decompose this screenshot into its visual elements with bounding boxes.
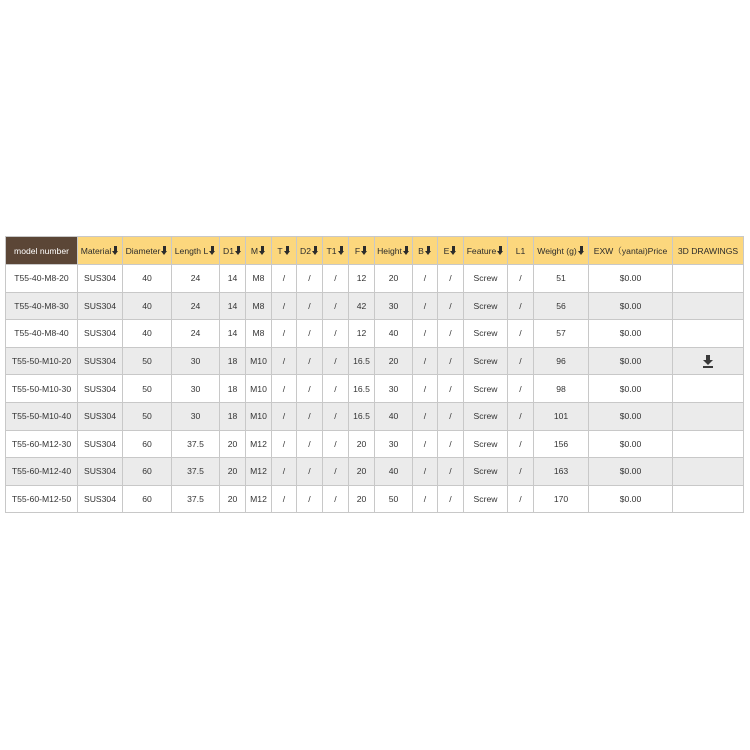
table-body — [6, 265, 744, 513]
table-cell: 24 — [172, 265, 220, 293]
table-cell: 14 — [220, 292, 246, 320]
model-number-cell: T55-40-M8-30 — [6, 292, 78, 320]
table-cell: / — [297, 430, 323, 458]
column-header-weight-g[interactable] — [534, 237, 589, 265]
table-cell: / — [438, 265, 464, 293]
table-cell: / — [272, 458, 297, 486]
table-cell: / — [413, 347, 438, 375]
column-header-model-number — [6, 237, 78, 265]
column-header-m[interactable] — [246, 237, 272, 265]
table-cell: 18 — [220, 347, 246, 375]
table-cell: / — [297, 292, 323, 320]
table-cell: / — [323, 430, 349, 458]
table-cell: 12 — [349, 265, 375, 293]
table-cell: 60 — [123, 430, 172, 458]
table-cell: 24 — [172, 292, 220, 320]
table-cell: / — [413, 292, 438, 320]
column-header-label: Weight (g) — [537, 245, 577, 256]
table-cell: 163 — [534, 458, 589, 486]
table-cell: / — [508, 402, 534, 430]
table-cell: SUS304 — [78, 430, 123, 458]
column-header-label: Feature — [466, 245, 497, 256]
table-cell: 24 — [172, 320, 220, 348]
column-header-label: Material — [80, 245, 112, 256]
table-cell: 37.5 — [172, 485, 220, 513]
table-cell: SUS304 — [78, 347, 123, 375]
table-cell: M8 — [246, 292, 272, 320]
table-cell: / — [508, 375, 534, 403]
table-cell: 20 — [220, 430, 246, 458]
table-header-row — [6, 237, 744, 265]
table-cell: Screw — [464, 375, 508, 403]
table-cell: / — [323, 375, 349, 403]
table-cell: / — [508, 265, 534, 293]
model-number-cell: T55-60-M12-50 — [6, 485, 78, 513]
table-cell: $0.00 — [589, 458, 673, 486]
table-cell: 37.5 — [172, 458, 220, 486]
table-cell: / — [323, 265, 349, 293]
table-cell: SUS304 — [78, 375, 123, 403]
column-header-d1[interactable] — [220, 237, 246, 265]
table-cell: 20 — [349, 485, 375, 513]
table-cell: / — [297, 375, 323, 403]
column-header-feature[interactable] — [464, 237, 508, 265]
column-header-label: F — [354, 245, 361, 256]
table-cell: 40 — [375, 402, 413, 430]
table-cell: / — [438, 292, 464, 320]
table-cell: $0.00 — [589, 402, 673, 430]
table-cell: / — [272, 402, 297, 430]
table-cell: / — [438, 485, 464, 513]
drawing-cell — [673, 485, 744, 513]
sort-down-arrow-icon[interactable] — [450, 246, 457, 255]
table-cell: 12 — [349, 320, 375, 348]
column-header-label: D2 — [300, 245, 311, 256]
table-cell: 50 — [123, 375, 172, 403]
drawing-cell — [673, 430, 744, 458]
table-cell: / — [297, 320, 323, 348]
table-cell: SUS304 — [78, 485, 123, 513]
table-cell: SUS304 — [78, 458, 123, 486]
table-cell: / — [272, 485, 297, 513]
table-cell: $0.00 — [589, 347, 673, 375]
table-cell: 40 — [123, 320, 172, 348]
sort-down-arrow-icon[interactable] — [425, 246, 432, 255]
sort-down-arrow-icon[interactable] — [578, 246, 585, 255]
sort-down-arrow-icon[interactable] — [403, 246, 410, 255]
table-cell: / — [323, 485, 349, 513]
table-cell: / — [508, 292, 534, 320]
table-cell: 40 — [123, 265, 172, 293]
column-header-f[interactable] — [349, 237, 375, 265]
table-cell: 60 — [123, 458, 172, 486]
table-cell: / — [438, 402, 464, 430]
table-cell: / — [272, 265, 297, 293]
table-cell: SUS304 — [78, 402, 123, 430]
column-header-label: E — [443, 245, 450, 256]
column-header-label: Length L — [174, 245, 209, 256]
table-cell: / — [272, 292, 297, 320]
column-header-label: 3D DRAWINGS — [677, 245, 739, 256]
table-cell: 14 — [220, 320, 246, 348]
table-row — [6, 292, 744, 320]
table-cell: Screw — [464, 458, 508, 486]
table-cell: / — [297, 458, 323, 486]
table-cell: 30 — [375, 292, 413, 320]
table-cell: 40 — [375, 320, 413, 348]
table-cell: 20 — [375, 265, 413, 293]
table-cell: M10 — [246, 402, 272, 430]
table-row — [6, 402, 744, 430]
table-cell: 50 — [123, 347, 172, 375]
table-cell: 16.5 — [349, 402, 375, 430]
spec-table-container — [5, 236, 743, 513]
table-cell: / — [413, 485, 438, 513]
table-cell: 20 — [220, 458, 246, 486]
table-row — [6, 430, 744, 458]
table-cell: / — [413, 458, 438, 486]
column-header-exw-yantai-price — [589, 237, 673, 265]
model-number-cell: T55-50-M10-40 — [6, 402, 78, 430]
table-cell: / — [413, 402, 438, 430]
column-header-l1 — [508, 237, 534, 265]
table-cell: $0.00 — [589, 485, 673, 513]
table-cell: M12 — [246, 485, 272, 513]
table-cell: / — [323, 347, 349, 375]
table-cell: M10 — [246, 375, 272, 403]
table-cell: / — [508, 485, 534, 513]
table-cell: 20 — [220, 485, 246, 513]
model-number-cell: T55-60-M12-30 — [6, 430, 78, 458]
table-cell: / — [508, 320, 534, 348]
table-cell: 57 — [534, 320, 589, 348]
model-number-cell: T55-60-M12-40 — [6, 458, 78, 486]
table-cell: / — [508, 458, 534, 486]
table-row — [6, 347, 744, 375]
table-cell: SUS304 — [78, 292, 123, 320]
table-cell: 101 — [534, 402, 589, 430]
table-cell: / — [297, 347, 323, 375]
drawing-cell — [673, 320, 744, 348]
drawing-cell — [673, 375, 744, 403]
table-cell: 30 — [172, 402, 220, 430]
table-cell: 42 — [349, 292, 375, 320]
table-cell: 40 — [123, 292, 172, 320]
sort-down-arrow-icon[interactable] — [112, 246, 119, 255]
table-cell: 98 — [534, 375, 589, 403]
table-cell: Screw — [464, 402, 508, 430]
table-cell: M12 — [246, 458, 272, 486]
drawing-cell — [673, 265, 744, 293]
model-number-cell: T55-50-M10-30 — [6, 375, 78, 403]
drawing-cell — [673, 458, 744, 486]
table-cell: / — [438, 320, 464, 348]
column-header-d2[interactable] — [297, 237, 323, 265]
table-cell: 156 — [534, 430, 589, 458]
table-cell: / — [323, 320, 349, 348]
column-header-e[interactable] — [438, 237, 464, 265]
column-header-t[interactable] — [272, 237, 297, 265]
drawing-cell[interactable] — [673, 347, 744, 375]
spec-table — [5, 236, 744, 513]
table-cell: 60 — [123, 485, 172, 513]
table-row — [6, 375, 744, 403]
sort-down-arrow-icon[interactable] — [497, 246, 504, 255]
table-cell: / — [413, 265, 438, 293]
column-header-label: B — [418, 245, 424, 256]
table-cell: / — [508, 430, 534, 458]
table-cell: SUS304 — [78, 265, 123, 293]
column-header-label: EXW（yantai)Price — [593, 245, 668, 256]
table-cell: 18 — [220, 375, 246, 403]
sort-down-arrow-icon[interactable] — [161, 246, 168, 255]
table-cell: / — [297, 485, 323, 513]
model-number-cell: T55-50-M10-20 — [6, 347, 78, 375]
drawing-cell — [673, 292, 744, 320]
table-cell: M8 — [246, 265, 272, 293]
sort-down-arrow-icon[interactable] — [361, 246, 368, 255]
table-cell: 56 — [534, 292, 589, 320]
table-cell: / — [413, 320, 438, 348]
table-cell: $0.00 — [589, 292, 673, 320]
table-cell: 30 — [172, 375, 220, 403]
drawing-cell — [673, 402, 744, 430]
table-cell: 40 — [375, 458, 413, 486]
table-cell: Screw — [464, 292, 508, 320]
table-row — [6, 485, 744, 513]
sort-down-arrow-icon[interactable] — [284, 246, 291, 255]
column-header-b[interactable] — [413, 237, 438, 265]
table-cell: $0.00 — [589, 265, 673, 293]
sort-down-arrow-icon[interactable] — [235, 246, 242, 255]
table-cell: / — [323, 292, 349, 320]
model-number-cell: T55-40-M8-40 — [6, 320, 78, 348]
column-header-label: T — [277, 245, 283, 256]
table-cell: / — [272, 375, 297, 403]
table-cell: / — [323, 458, 349, 486]
table-cell: / — [323, 402, 349, 430]
table-cell: / — [297, 402, 323, 430]
table-cell: / — [272, 347, 297, 375]
column-header-diameter[interactable] — [123, 237, 172, 265]
table-cell: $0.00 — [589, 320, 673, 348]
table-cell: 16.5 — [349, 347, 375, 375]
table-cell: 50 — [123, 402, 172, 430]
table-cell: 30 — [375, 430, 413, 458]
table-cell: 20 — [349, 458, 375, 486]
column-header-length-l[interactable] — [172, 237, 220, 265]
model-number-cell: T55-40-M8-20 — [6, 265, 78, 293]
table-cell: 170 — [534, 485, 589, 513]
table-cell: / — [413, 375, 438, 403]
column-header-height[interactable] — [375, 237, 413, 265]
table-cell: / — [272, 430, 297, 458]
table-cell: / — [508, 347, 534, 375]
column-header-label: Diameter — [125, 245, 161, 256]
column-header-label: L1 — [515, 245, 526, 256]
table-cell: / — [272, 320, 297, 348]
table-cell: Screw — [464, 320, 508, 348]
table-cell: M8 — [246, 320, 272, 348]
download-icon[interactable] — [702, 355, 714, 368]
table-cell: / — [297, 265, 323, 293]
table-row — [6, 265, 744, 293]
table-cell: Screw — [464, 347, 508, 375]
column-header-3d-drawings — [673, 237, 744, 265]
table-cell: / — [438, 430, 464, 458]
table-cell: / — [438, 347, 464, 375]
table-row — [6, 458, 744, 486]
table-cell: / — [413, 430, 438, 458]
column-header-label: Height — [377, 245, 402, 256]
table-cell: 51 — [534, 265, 589, 293]
table-cell: / — [438, 375, 464, 403]
table-cell: 18 — [220, 402, 246, 430]
table-cell: 50 — [375, 485, 413, 513]
table-cell: / — [438, 458, 464, 486]
table-cell: 14 — [220, 265, 246, 293]
table-cell: 16.5 — [349, 375, 375, 403]
table-cell: 37.5 — [172, 430, 220, 458]
table-cell: SUS304 — [78, 320, 123, 348]
column-header-label: M — [250, 245, 259, 256]
table-cell: 20 — [349, 430, 375, 458]
table-cell: $0.00 — [589, 375, 673, 403]
sort-down-arrow-icon[interactable] — [209, 246, 216, 255]
column-header-label: D1 — [223, 245, 234, 256]
table-cell: Screw — [464, 485, 508, 513]
table-cell: 30 — [375, 375, 413, 403]
sort-down-arrow-icon[interactable] — [259, 246, 266, 255]
column-header-t1[interactable] — [323, 237, 349, 265]
table-cell: 96 — [534, 347, 589, 375]
table-cell: $0.00 — [589, 430, 673, 458]
table-cell: Screw — [464, 265, 508, 293]
column-header-label: T1 — [326, 245, 337, 256]
table-cell: M12 — [246, 430, 272, 458]
sort-down-arrow-icon[interactable] — [338, 246, 345, 255]
sort-down-arrow-icon[interactable] — [312, 246, 319, 255]
table-cell: Screw — [464, 430, 508, 458]
column-header-material[interactable] — [78, 237, 123, 265]
table-cell: 20 — [375, 347, 413, 375]
table-row — [6, 320, 744, 348]
table-cell: M10 — [246, 347, 272, 375]
column-header-label: model number — [14, 245, 69, 256]
table-cell: 30 — [172, 347, 220, 375]
